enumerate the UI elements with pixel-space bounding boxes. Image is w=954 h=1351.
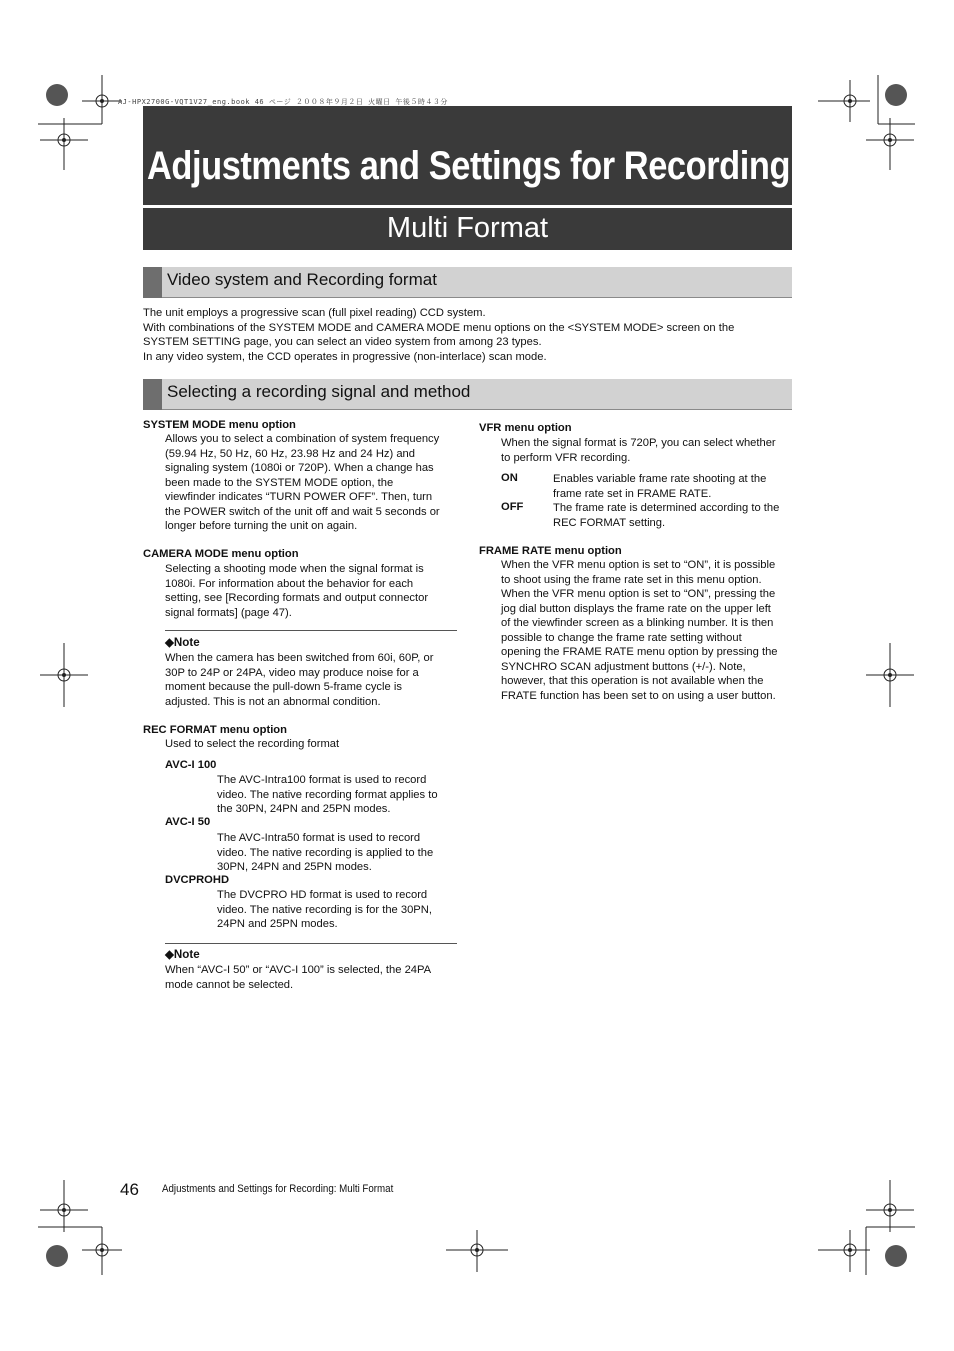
body-line: the 30PN, 24PN and 25PN modes. [217, 803, 391, 815]
body-line: however, that this operation is not available when the [501, 675, 764, 687]
body-line: When the camera has been switched from 60i, 60P, or [165, 652, 434, 664]
body-line: signaling system (1080i or 720P). When a change has [165, 462, 434, 474]
body-line: FRATE function has been set to on using a user button. [501, 689, 776, 702]
body-line: With combinations of the SYSTEM MODE and CAMERA MODE menu options on the <SYSTEM MODE> screen on the [143, 321, 735, 334]
camera-mode-body [165, 562, 465, 620]
body-line: jog dial button displays the frame rate on the upper left [501, 602, 771, 615]
body-line: When the VFR menu option is set to “ON”, it is possible [501, 559, 776, 571]
body-line: In any video system, the CCD operates in progressive (non-interlace) scan mode. [143, 350, 547, 363]
body-line: of the viewfinder screen as a blinking number. It is then [501, 617, 774, 629]
body-line: When the signal format is 720P, you can select whether [501, 437, 776, 449]
note-body [165, 963, 465, 992]
body-line: viewfinder indicates “TURN POWER OFF”. Then, turn [165, 491, 433, 503]
option-name: AVC-I 50 [165, 816, 211, 828]
body-line: Enables variable frame rate shooting at the [553, 473, 767, 485]
page-number: 46 [120, 1180, 139, 1199]
body-line: video. The native recording is applied to the [217, 846, 434, 859]
body-line: When the VFR menu option is set to “ON”, pressing the [501, 588, 776, 600]
body-line: adjusted. This is not an abnormal condition. [165, 695, 381, 708]
section-tab-marker [143, 267, 162, 298]
body-line: been made to the SYSTEM MODE option, the [165, 476, 394, 489]
section-heading-label: Selecting a recording signal and method [167, 382, 471, 401]
section-heading-video-system [143, 267, 792, 298]
body-line: to shoot using the frame rate set in this menu option. [501, 573, 762, 586]
note-divider [165, 630, 457, 631]
option-description [553, 501, 803, 530]
body-line: frame rate set in FRAME RATE. [553, 487, 712, 500]
option-name: ON [501, 472, 518, 484]
section1-body [143, 306, 803, 364]
running-header: AJ-HPX2700G-VQT1V27_eng.book 46 ページ ２００８年９月２日 火曜日 午後５時４３分 [118, 98, 448, 106]
subtitle-bar: Multi Format [143, 208, 792, 250]
body-line: longer before turning the unit on again. [165, 520, 358, 532]
body-line: The unit employs a progressive scan (full pixel reading) CCD system. [143, 307, 486, 319]
title-bar [143, 106, 792, 205]
camera-mode-heading: CAMERA MODE menu option [143, 548, 299, 560]
vfr-body [501, 436, 801, 465]
note-heading: ◆Note [165, 948, 200, 961]
body-line: Allows you to select a combination of system frequency [165, 433, 440, 445]
body-line: setting, see [Recording formats and output connector [165, 592, 429, 604]
note-body [165, 651, 465, 709]
section-heading-recording-signal [143, 379, 792, 410]
vfr-heading: VFR menu option [479, 422, 572, 434]
body-line: mode cannot be selected. [165, 978, 294, 991]
body-line: The frame rate is determined according to the [553, 502, 780, 514]
body-line: SYNCHRO SCAN adjustment buttons (+/-). Note, [501, 660, 746, 673]
option-description [217, 831, 467, 875]
body-line: moment because the pull-down 5-frame cycle is [165, 681, 402, 693]
section-heading-label: Video system and Recording format [167, 270, 437, 289]
body-line: 30PN, 24PN and 25PN modes. [217, 861, 372, 873]
section-tab-marker [143, 379, 162, 410]
body-line: 1080i. For information about the behavior for each [165, 577, 414, 590]
body-line: video. The native recording is for the 30PN, [217, 903, 432, 916]
body-line: 30P to 24P or 24PA, video may produce noise for a [165, 666, 419, 679]
body-line: Selecting a shooting mode when the signal format is [165, 563, 424, 575]
option-name: AVC-I 100 [165, 759, 217, 771]
body-line: possible to change the frame rate setting without [501, 631, 742, 644]
body-line: signal formats] (page 47). [165, 606, 292, 619]
body-line: to perform VFR recording. [501, 451, 631, 464]
note-heading: ◆Note [165, 636, 200, 649]
rec-format-intro: Used to select the recording format [165, 738, 340, 750]
note-divider [165, 943, 457, 944]
body-line: (59.94 Hz, 50 Hz, 60 Hz, 23.98 Hz and 24 Hz) and [165, 447, 415, 460]
option-description [553, 472, 803, 501]
body-line: opening the FRAME RATE menu option by pressing the [501, 646, 778, 658]
footer-text: Adjustments and Settings for Recording: Multi Format [162, 1183, 394, 1195]
body-line: REC FORMAT setting. [553, 516, 666, 529]
rec-format-heading: REC FORMAT menu option [143, 724, 287, 736]
body-line: The DVCPRO HD format is used to record [217, 889, 428, 901]
page-title: Adjustments and Settings for Recording [147, 144, 791, 188]
frame-rate-body [501, 558, 801, 703]
frame-rate-heading: FRAME RATE menu option [479, 545, 622, 557]
option-name: OFF [501, 501, 524, 513]
body-line: video. The native recording format applies to [217, 788, 438, 801]
option-description [217, 888, 467, 932]
system-mode-body [165, 432, 465, 534]
body-line: The AVC-Intra100 format is used to record [217, 774, 427, 786]
body-line: SYSTEM SETTING page, you can select an video system from among 23 types. [143, 336, 542, 348]
body-line: the POWER switch of the unit off and wait 5 seconds or [165, 505, 440, 518]
option-description [217, 773, 467, 817]
body-line: The AVC-Intra50 format is used to record [217, 832, 421, 844]
body-line: When “AVC-I 50” or “AVC-I 100” is selected, the 24PA [165, 964, 432, 976]
system-mode-heading: SYSTEM MODE menu option [143, 419, 296, 431]
body-line: 24PN and 25PN modes. [217, 918, 338, 930]
option-name: DVCPROHD [165, 874, 230, 886]
